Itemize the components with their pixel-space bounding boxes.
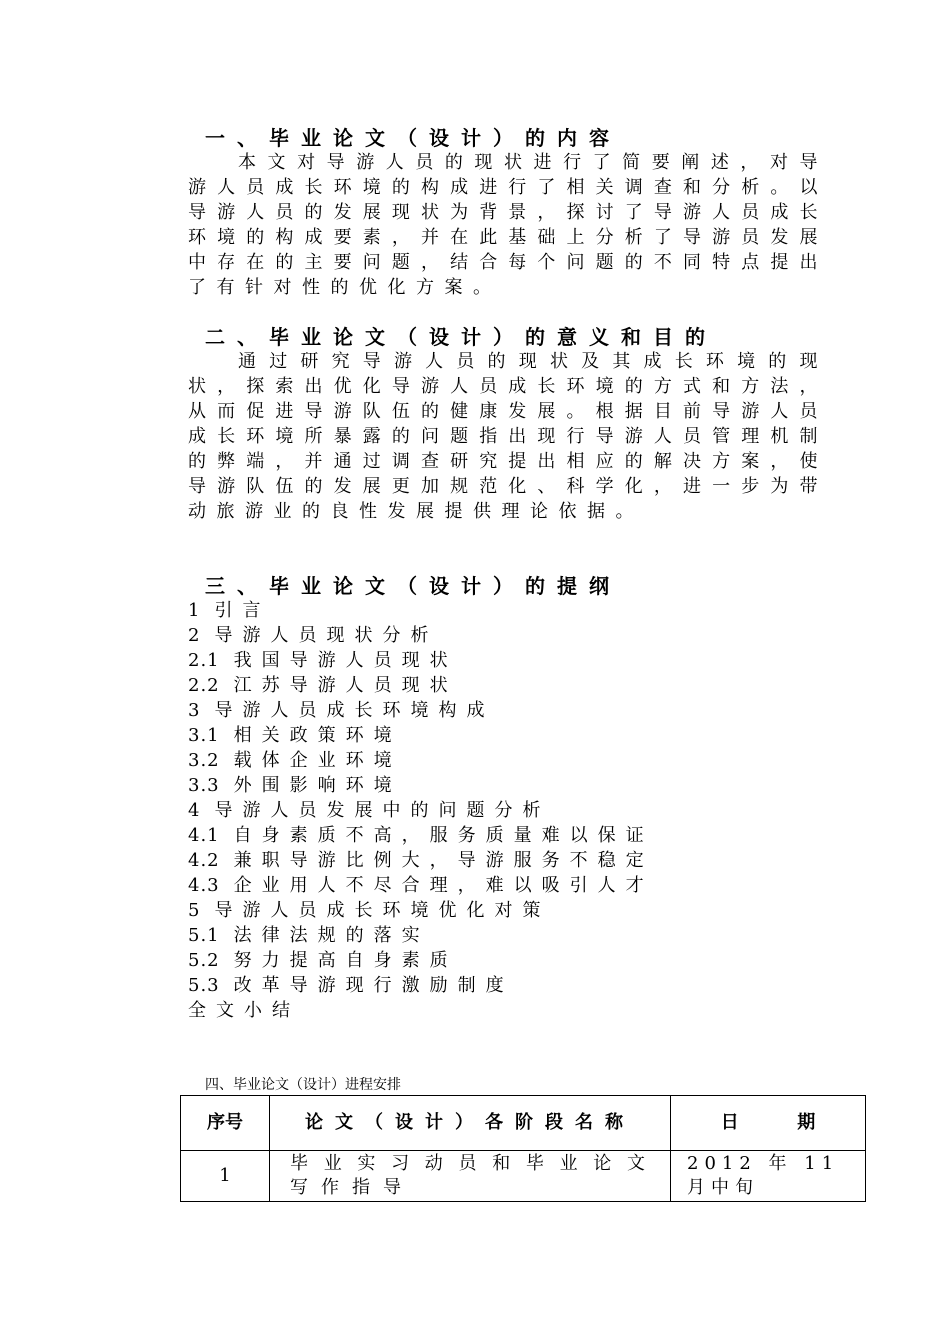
outline-item — [188, 798, 654, 823]
outline-item-text: 法律法规的落实 — [233, 925, 430, 946]
outline-item — [188, 598, 654, 623]
section-heading-outline: 三、毕业论文（设计）的提纲 — [205, 574, 621, 598]
outline-item — [188, 973, 654, 998]
outline-item-text: 导游人员成长环境构成 — [214, 700, 495, 721]
cell-stage: 毕业实习动员和毕业论文写作指导 — [270, 1151, 671, 1202]
section-heading-content: 一、毕业论文（设计）的内容 — [205, 126, 621, 150]
outline-item-text: 企业用人不尽合理，难以吸引人才 — [233, 875, 654, 896]
outline-item-text: 导游人员发展中的问题分析 — [214, 800, 551, 821]
outline-item — [188, 923, 654, 948]
outline-item-text: 改革导游现行激励制度 — [233, 975, 514, 996]
outline-item-text: 我国导游人员现状 — [233, 650, 458, 671]
outline-item — [188, 823, 654, 848]
header-date-b: 期 — [797, 1112, 816, 1133]
section-heading-purpose: 二、毕业论文（设计）的意义和目的 — [205, 325, 717, 349]
outline-item — [188, 673, 654, 698]
outline-item-number: 5.1 — [188, 925, 220, 946]
outline-item — [188, 848, 654, 873]
outline-item-number: 3 — [188, 700, 201, 721]
cell-no: 1 — [181, 1151, 270, 1202]
outline-item — [188, 623, 654, 648]
cell-date: 2012 年 11 月中旬 — [671, 1151, 866, 1202]
outline-item-number: 5.3 — [188, 975, 220, 996]
outline-item-text: 导游人员现状分析 — [214, 625, 439, 646]
outline-item-number: 4 — [188, 800, 201, 821]
outline-item-number: 3.1 — [188, 725, 220, 746]
outline-item-text: 导游人员成长环境优化对策 — [214, 900, 551, 921]
outline-item — [188, 898, 654, 923]
outline-item — [188, 748, 654, 773]
outline-item-number: 4.3 — [188, 875, 220, 896]
outline-item-number: 2.2 — [188, 675, 220, 696]
section-body-purpose: 通过研究导游人员的现状及其成长环境的现状，探索出优化导游人员成长环境的方式和方法，从而促进导游队伍的健康发展。根据目前导游人员成长环境所暴露的问题指出现行导游人员管理机制的弊端，并通过调查研究提出相应的解决方案，使导游队伍的发展更加规范化、科学化，进一步为带动旅游业的良性发展提供理论依据。 — [188, 351, 828, 522]
header-date — [671, 1096, 866, 1151]
outline-item — [188, 998, 654, 1023]
outline-item — [188, 648, 654, 673]
outline-item-text: 外围影响环境 — [233, 775, 402, 796]
outline-item — [188, 698, 654, 723]
outline-item-number: 4.2 — [188, 850, 220, 871]
outline-item-number: 2 — [188, 625, 201, 646]
outline-item-text: 努力提高自身素质 — [233, 950, 458, 971]
outline-item-text: 全文小结 — [188, 1000, 300, 1021]
section-body-content: 本文对导游人员的现状进行了简要阐述，对导游人员成长环境的构成进行了相关调查和分析。以导游人员的发展现状为背景，探讨了导游人员成长环境的构成要素，并在此基础上分析了导游员发展中存在的主要问题，结合每个问题的不同特点提出了有针对性的优化方案。 — [188, 152, 828, 298]
schedule-table — [180, 1095, 866, 1202]
table-row — [181, 1151, 866, 1202]
outline-item-number: 2.1 — [188, 650, 220, 671]
outline-item-number: 3.2 — [188, 750, 220, 771]
header-no: 序号 — [181, 1096, 270, 1151]
schedule-header-row — [181, 1096, 866, 1151]
outline-item — [188, 723, 654, 748]
outline-item-number: 5.2 — [188, 950, 220, 971]
outline-item — [188, 773, 654, 798]
header-stage: 论文（设计）各阶段名称 — [270, 1096, 671, 1151]
outline-item-number: 4.1 — [188, 825, 220, 846]
outline-item-text: 载体企业环境 — [233, 750, 402, 771]
outline-item — [188, 873, 654, 898]
outline-item-text: 兼职导游比例大，导游服务不稳定 — [233, 850, 654, 871]
outline-item-number: 3.3 — [188, 775, 220, 796]
outline-item-text: 相关政策环境 — [233, 725, 402, 746]
outline-item-text: 江苏导游人员现状 — [233, 675, 458, 696]
header-date-a: 日 — [720, 1112, 739, 1133]
schedule-title: 四、毕业论文（设计）进程安排 — [205, 1077, 401, 1093]
outline-item-number: 5 — [188, 900, 201, 921]
outline-list — [188, 598, 654, 1023]
outline-item-text: 引言 — [214, 600, 271, 621]
outline-item-number: 1 — [188, 600, 201, 621]
outline-item — [188, 948, 654, 973]
outline-item-text: 自身素质不高，服务质量难以保证 — [233, 825, 654, 846]
